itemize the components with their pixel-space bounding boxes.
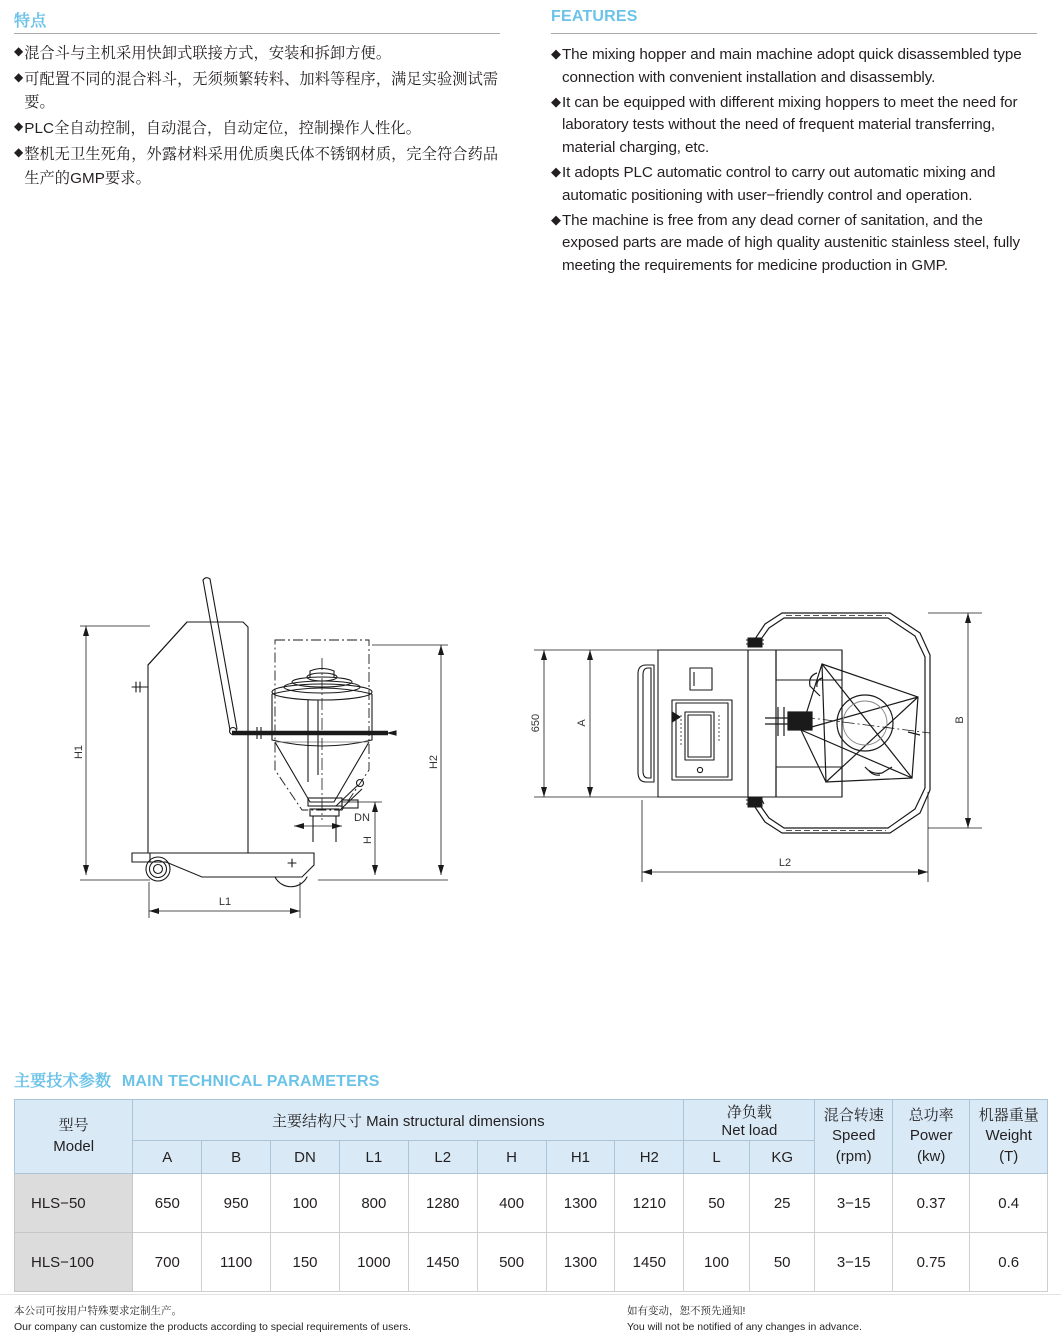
feature-item-en — [551, 162, 1043, 208]
header-col-B: B — [202, 1141, 271, 1174]
feature-item-cn — [14, 143, 504, 190]
footer-right-cn: 如有变动，恕不预先通知! — [627, 1305, 746, 1317]
bullet-icon: ◆ — [14, 144, 24, 159]
cell-L1: 800 — [339, 1174, 408, 1233]
front-view-h2-label: H2 — [428, 754, 440, 770]
header-col-H1: H1 — [546, 1141, 615, 1174]
cell-A: 650 — [133, 1174, 202, 1233]
feature-item-en — [551, 210, 1043, 278]
header-speed-en: Speed — [832, 1127, 876, 1145]
cell-H: 400 — [477, 1174, 546, 1233]
footer-right-en: You will not be notified of any changes in advance. — [627, 1321, 862, 1334]
cell-netload-L: 100 — [684, 1233, 750, 1292]
cell-DN: 100 — [271, 1174, 340, 1233]
header-netload-en: Net load — [721, 1122, 778, 1139]
top-view-l2-label: L2 — [778, 857, 792, 869]
header-power — [892, 1100, 969, 1174]
table-row — [15, 1233, 1048, 1292]
cell-netload-L: 50 — [684, 1174, 750, 1233]
cell-L2: 1450 — [408, 1233, 477, 1292]
cell-H1: 1300 — [546, 1174, 615, 1233]
top-view-a-label: A — [576, 719, 588, 727]
bullet-icon: ◆ — [551, 93, 561, 109]
header-power-en: Power — [909, 1127, 953, 1145]
parameters-table — [14, 1099, 1048, 1292]
cell-speed: 3−15 — [815, 1174, 892, 1233]
feature-text-en: It can be equipped with different mixing hoppers to meet the need for laboratory tests without the need of frequent material transferring, material charging, etc. — [562, 93, 1018, 157]
front-view-l1-label: L1 — [218, 896, 232, 908]
bullet-icon: ◆ — [14, 69, 24, 84]
footer-left — [14, 1303, 411, 1336]
feature-text-en: The mixing hopper and main machine adopt quick disassembled type connection with convenient installation and disassembly. — [562, 46, 1022, 86]
footer-left-cn: 本公司可按用户特殊要求定制生产。 — [14, 1305, 182, 1317]
header-col-netload-KG: KG — [749, 1141, 815, 1174]
front-view-h-label: H — [362, 836, 374, 844]
feature-item-cn — [14, 68, 504, 115]
cell-model: HLS−50 — [15, 1174, 133, 1233]
header-dimensions-group: 主要结构尺寸 Main structural dimensions — [133, 1100, 684, 1141]
header-model-en: Model — [53, 1137, 95, 1155]
header-power-unit: (kw) — [917, 1147, 946, 1165]
feature-item-cn — [14, 117, 504, 141]
cell-H1: 1300 — [546, 1233, 615, 1292]
bullet-icon: ◆ — [14, 44, 24, 58]
header-speed-unit: (rpm) — [835, 1147, 872, 1165]
header-col-DN: DN — [271, 1141, 340, 1174]
feature-text-en: It adopts PLC automatic control to carry out automatic mixing and automatic positioning with user−friendly control and operation. — [562, 163, 996, 204]
features-heading-cn: 特点 — [14, 13, 47, 30]
feature-text-en: The machine is free from any dead corner of sanitation, and the exposed parts are made of high quality austenitic stainless steel, fully meeting the requirements for medicine production in GMP. — [562, 211, 1020, 275]
header-col-A: A — [133, 1141, 202, 1174]
cell-B: 1100 — [202, 1233, 271, 1292]
parameters-heading-cn: 主要技术参数 — [14, 1073, 112, 1090]
top-view-650-label: 650 — [530, 713, 542, 733]
bullet-icon: ◆ — [551, 163, 561, 179]
header-netload — [684, 1100, 815, 1141]
header-col-H2: H2 — [615, 1141, 684, 1174]
header-speed-cn: 混合转速 — [823, 1107, 884, 1125]
cell-B: 950 — [202, 1174, 271, 1233]
parameters-table-wrap — [14, 1099, 1048, 1292]
parameters-heading-en: MAIN TECHNICAL PARAMETERS — [121, 1073, 380, 1090]
parameters-table-body — [15, 1174, 1048, 1292]
cell-power: 0.75 — [892, 1233, 969, 1292]
parameters-table-head — [15, 1100, 1048, 1174]
header-col-L2: L2 — [408, 1141, 477, 1174]
top-view-drawing — [520, 600, 1020, 905]
cell-L1: 1000 — [339, 1233, 408, 1292]
footer-left-en: Our company can customize the products according to special requirements of users. — [14, 1321, 411, 1334]
front-view-h1-label: H1 — [73, 744, 85, 760]
bullet-icon: ◆ — [551, 211, 561, 227]
cell-model: HLS−100 — [15, 1233, 133, 1292]
feature-item-en — [551, 92, 1043, 160]
header-col-netload-L: L — [684, 1141, 750, 1174]
feature-text-cn: PLC全自动控制，自动混合，自动定位，控制操作人性化。 — [24, 120, 421, 138]
cell-power: 0.37 — [892, 1174, 969, 1233]
cell-H2: 1450 — [615, 1233, 684, 1292]
header-weight-cn: 机器重量 — [978, 1107, 1039, 1125]
cell-weight: 0.4 — [970, 1174, 1048, 1233]
header-weight — [970, 1100, 1048, 1174]
feature-item-en — [551, 44, 1043, 90]
features-heading-cn-rule — [14, 33, 500, 34]
cell-netload-KG: 25 — [749, 1174, 815, 1233]
top-view-b-label: B — [954, 716, 966, 724]
header-speed — [815, 1100, 892, 1174]
parameters-heading — [14, 1068, 380, 1091]
table-header-row-1 — [15, 1100, 1048, 1141]
cell-L2: 1280 — [408, 1174, 477, 1233]
cell-weight: 0.6 — [970, 1233, 1048, 1292]
cell-A: 700 — [133, 1233, 202, 1292]
cell-netload-KG: 50 — [749, 1233, 815, 1292]
footer-right — [627, 1303, 862, 1336]
bullet-icon: ◆ — [551, 46, 561, 61]
feature-text-cn: 整机无卫生死角，外露材料采用优质奥氏体不锈钢材质，完全符合药品生产的GMP要求。 — [24, 145, 499, 187]
header-model-cn: 型号 — [58, 1117, 89, 1135]
front-view-dn-label: DN — [354, 812, 370, 824]
footer-divider — [0, 1294, 1061, 1295]
header-weight-unit: (T) — [999, 1147, 1019, 1165]
cell-speed: 3−15 — [815, 1233, 892, 1292]
cell-H: 500 — [477, 1233, 546, 1292]
cell-H2: 1210 — [615, 1174, 684, 1233]
header-col-L1: L1 — [339, 1141, 408, 1174]
header-model — [15, 1100, 133, 1174]
bullet-icon: ◆ — [14, 119, 24, 134]
feature-item-cn — [14, 42, 504, 66]
table-row — [15, 1174, 1048, 1233]
header-weight-en: Weight — [985, 1127, 1032, 1145]
features-heading-en-rule — [551, 33, 1037, 34]
features-heading-en: FEATURES — [551, 8, 638, 25]
front-view-drawing — [70, 570, 470, 935]
header-power-cn: 总功率 — [908, 1107, 954, 1125]
header-netload-cn: 净负载 — [726, 1104, 772, 1121]
feature-text-cn: 混合斗与主机采用快卸式联接方式，安装和拆卸方便。 — [24, 45, 392, 62]
cell-DN: 150 — [271, 1233, 340, 1292]
features-list-en — [551, 44, 1043, 280]
header-col-H: H — [477, 1141, 546, 1174]
features-list-cn — [14, 42, 504, 192]
feature-text-cn: 可配置不同的混合料斗，无须频繁转料、加料等程序，满足实验测试需要。 — [24, 70, 499, 112]
